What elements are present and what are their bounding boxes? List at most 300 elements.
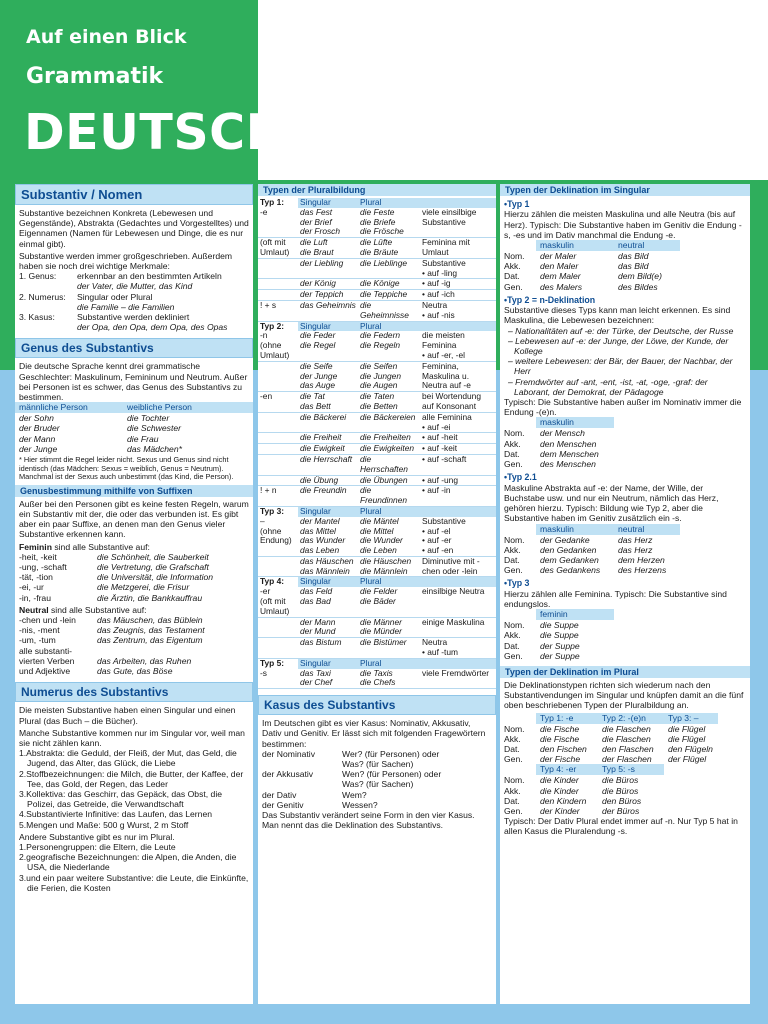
table-row	[504, 428, 746, 438]
table-cell: den Kindern	[540, 795, 587, 806]
cell-male: der Bruder	[19, 423, 60, 434]
cell-t	[258, 290, 298, 301]
table-row	[504, 251, 746, 261]
cell-p: Plural	[358, 198, 420, 208]
feature-item	[19, 271, 249, 291]
list-item: – weitere Lebewesen: der Bär, der Bauer, der Nachbar, der Herr	[508, 356, 733, 377]
list-item: 2.geografische Bezeichnungen: die Alpen, die Anden, die USA, die Niederlande	[19, 852, 237, 873]
cell-s: Singular	[298, 658, 358, 668]
section-title-substantiv: Substantiv / Nomen	[15, 184, 253, 205]
cell-s: das Feld das Bad	[298, 587, 358, 617]
plural-decl-end: Typisch: Der Dativ Plural endet immer auf -n. Nur Typ 5 hat in allen Kasus die Pluralendung -s.	[504, 816, 738, 837]
table-row	[504, 775, 746, 785]
cell-s: die Seife der Junge das Auge	[298, 361, 358, 391]
list-item: – Lebewesen auf -e: der Junge, der Löwe, der Kunde, der Kollege	[508, 335, 729, 357]
table-row	[258, 238, 496, 259]
cell-n: Neutra • auf -nis	[420, 300, 496, 321]
cell-p: die Teppiche	[358, 290, 420, 301]
cell-t: Typ 5:	[258, 658, 298, 668]
cell-s: der König	[298, 279, 358, 290]
kasus-text: Im Deutschen gibt es vier Kasus: Nominativ, Akkusativ, Dativ und Genitiv. Er lässt sich mit folgenden Fragewörtern bestimmen:	[262, 718, 486, 749]
case-question: Was? (für Sachen)	[342, 779, 414, 790]
table-row	[258, 638, 496, 659]
cell-female: das Mädchen*	[127, 443, 182, 454]
table-cell: Akk.	[504, 438, 521, 449]
table-cell: des Menschen	[540, 459, 596, 470]
table-cell: Dat.	[504, 640, 520, 651]
list-item	[19, 635, 249, 645]
typ21-table-header: maskulin neutral	[504, 524, 746, 535]
section-title-suffix: Genusbestimmung mithilfe von Suffixen	[15, 485, 253, 497]
table-row	[504, 724, 746, 734]
table-row	[258, 392, 496, 413]
cell-t: -e	[258, 208, 298, 238]
table-row	[504, 734, 746, 744]
typ3-label: • Typ 3	[504, 578, 746, 588]
cell-s: der Mann der Mund	[298, 617, 358, 638]
feature-list	[19, 271, 249, 332]
cell-t: -n (ohne Umlaut)	[258, 331, 298, 361]
table-row	[504, 282, 746, 292]
cell-p: die Geheimnisse	[358, 300, 420, 321]
typ3-table	[504, 620, 746, 661]
table-row	[504, 271, 746, 281]
plural-list	[19, 842, 249, 893]
table-row	[504, 786, 746, 796]
cell-s: die Übung	[298, 475, 358, 486]
table-row	[258, 361, 496, 391]
list-item: – Fremdwörter auf -ant, -ent, -ist, -at, -oge, -graf: der Laborant, der Demokrat, der Pädagoge	[508, 376, 708, 397]
cell-female: die Schwester	[127, 423, 181, 434]
singular-text: Manche Substantive kommen nur im Singular vor, weil man sie nicht zählen kann.	[19, 727, 245, 748]
case-question: Wem?	[342, 789, 367, 800]
example: das Arbeiten, das Ruhen	[97, 655, 192, 666]
table-cell: Dat.	[504, 743, 520, 754]
table-cell: der Mensch	[540, 428, 585, 439]
list-item	[19, 582, 249, 592]
typ2-table-header: maskulin	[504, 417, 746, 428]
case-name: der Nominativ	[262, 748, 316, 759]
table-cell: Dat.	[504, 448, 520, 459]
table-row	[504, 744, 746, 754]
cell-t: -en	[258, 392, 298, 413]
list-item: 5.Mengen und Maße: 500 g Wurst, 2 m Stoff	[19, 819, 189, 830]
table-cell: des Malers	[540, 281, 583, 292]
cell-t: -er (oft mit Umlaut)	[258, 587, 298, 617]
section-title-pluralbildung: Typen der Pluralbildung	[258, 184, 496, 196]
table-cell: Dat.	[504, 271, 520, 282]
table-cell: dem Menschen	[540, 448, 599, 459]
table-cell: der Kinder	[540, 805, 580, 816]
cell-s: Singular	[298, 321, 358, 331]
cell-p: Plural	[358, 658, 420, 668]
table-row	[258, 454, 496, 475]
cell-s: die Tat das Bett	[298, 392, 358, 413]
table-cell: den Menschen	[540, 438, 597, 449]
cell-n: viele Fremdwörter	[420, 669, 496, 689]
list-item: 3.und ein paar weitere Substantive: die Leute, die Einkünfte, die Ferien, die Kosten	[19, 872, 249, 893]
table-row	[15, 444, 253, 454]
case-name: der Dativ	[262, 789, 297, 800]
plural-table1-header: Typ 1: -e Typ 2: -(e)n Typ 3: –	[504, 713, 746, 724]
cell-p: die Herrschaften	[358, 454, 420, 475]
table-cell: das Bild	[618, 261, 649, 272]
table-cell: Dat.	[504, 554, 520, 565]
cell-female: die Frau	[127, 433, 159, 444]
feature-example: der Vater, die Mutter, das Kind	[77, 281, 193, 292]
cell-p: die Lüfte die Bräute	[358, 238, 420, 259]
example: das Mäuschen, das Büblein	[97, 615, 203, 626]
cell-p: die Feste die Briefe die Frösche	[358, 208, 420, 238]
example: das Zeugnis, das Testament	[97, 625, 205, 636]
section-title-kasus: Kasus des Substantivs	[258, 695, 496, 715]
table-cell: der Suppe	[540, 650, 580, 661]
case-question: Wen? (für Personen) oder	[342, 769, 442, 780]
header-white	[258, 0, 768, 180]
cell-p: Plural	[358, 506, 420, 516]
table-cell: der Gedanke	[540, 534, 590, 545]
plural-table1	[504, 724, 746, 765]
cell-n: Feminina, Maskulina u. Neutra auf -e	[420, 361, 496, 391]
table-row	[258, 517, 496, 557]
cell-t	[258, 412, 298, 433]
cell-t	[258, 556, 298, 577]
subject-title: Grammatik	[26, 64, 164, 89]
list-item	[19, 562, 249, 572]
list-item: 1.Abstrakta: die Geduld, der Fleiß, der Mut, das Geld, die Jugend, das Alter, das Glück, die Liebe	[19, 748, 237, 769]
cell-s: die Bäckerei	[298, 412, 358, 433]
case-question: Was? (für Sachen)	[342, 759, 414, 770]
cell-n: bei Wortendung auf Konsonant	[420, 392, 496, 413]
example: die Vertretung, die Grafschaft	[97, 562, 209, 573]
suffix: -nis, -ment	[19, 625, 60, 636]
table-cell: Akk.	[504, 785, 521, 796]
table-cell: der Flaschen	[602, 754, 652, 765]
cell-p: die Lieblinge	[358, 258, 420, 279]
column-substantiv	[15, 184, 253, 1004]
table-cell: Gen.	[504, 805, 523, 816]
table-cell: Nom.	[504, 620, 525, 631]
table-cell: des Herzens	[618, 565, 667, 576]
feature-desc	[77, 292, 174, 312]
table-cell: Dat.	[504, 795, 520, 806]
table-cell: Akk.	[504, 733, 521, 744]
cell-p: die Freiheiten	[358, 433, 420, 444]
cell-male: der Mann	[19, 433, 56, 444]
cell-t: Typ 2:	[258, 321, 298, 331]
list-item	[262, 759, 492, 769]
typ3-text: Hierzu zählen alle Feminina. Typisch: Die Substantive sind endungslos.	[504, 588, 727, 609]
typ1-label: • Typ 1	[504, 199, 746, 209]
case-name	[262, 759, 342, 769]
cell-t	[258, 454, 298, 475]
suffix: und Adjektive	[19, 666, 71, 677]
cell-p: die Übungen	[358, 475, 420, 486]
cell-p: die Taxis die Chefs	[358, 669, 420, 689]
typ1-table-header: maskulin neutral	[504, 240, 746, 251]
list-item: 3.Kollektiva: das Geschirr, das Gepäck, das Obst, die Polizei, das Getreide, die Verwandtschaft	[19, 788, 223, 810]
table-cell: den Flaschen	[602, 743, 654, 754]
table-row	[504, 754, 746, 764]
intro-text-2: Substantive werden immer großgeschrieben. Außerdem haben sie noch drei wichtige Merkmale:	[19, 250, 233, 272]
kasus-end-text: Das Substantiv verändert seine Form in den vier Kasus. Man nennt das die Deklination des Substantivs.	[262, 810, 475, 831]
table-cell: den Fischen	[540, 743, 587, 754]
typ2-list	[504, 326, 746, 397]
cell-p: die Federn die Regeln	[358, 331, 420, 361]
cell-p: die Seifen die Jungen die Augen	[358, 361, 420, 391]
cell-s: das Taxi der Chef	[298, 669, 358, 689]
cell-t: (oft mit Umlaut)	[258, 238, 298, 259]
example: die Metzgerei, die Frisur	[97, 582, 190, 593]
suffix: -heit, -keit	[19, 551, 57, 562]
table-row	[504, 620, 746, 630]
suffix: -chen und -lein	[19, 615, 76, 626]
cell-p: die Könige	[358, 279, 420, 290]
cell-s: die Herrschaft	[298, 454, 358, 475]
suffix: -in, -frau	[19, 592, 51, 603]
plural-table	[258, 198, 496, 689]
table-cell: des Bildes	[618, 281, 658, 292]
suffix: -um, -tum	[19, 635, 56, 646]
case-name: der Akkusativ	[262, 769, 314, 780]
suffix-text: Außer bei den Personen gibt es keine festen Regeln, warum ein Substantiv mit der, die oder das verbunden ist. Es gibt aber ein paar Suffixe, an denen man den Genus vieler Substantive erkennen kann.	[19, 498, 249, 540]
series-title: Auf einen Blick	[26, 26, 187, 48]
cell-n: Feminina mit Umlaut	[420, 238, 496, 259]
cell-p: die Freundinnen	[358, 486, 420, 507]
table-cell: die Fische	[540, 723, 580, 734]
section-title-numerus: Numerus des Substantivs	[15, 682, 253, 702]
cell-s: das Geheimnis	[298, 300, 358, 321]
typ3-table-header: feminin	[504, 609, 746, 620]
table-cell: das Herz	[618, 544, 653, 555]
cell-t	[258, 433, 298, 444]
table-row	[504, 439, 746, 449]
feminin-heading: Feminin sind alle Substantive auf:	[19, 541, 150, 552]
table-cell: dem Bild(e)	[618, 271, 662, 282]
table-cell: Akk.	[504, 544, 521, 555]
table-row	[258, 290, 496, 301]
table-cell: die Flügel	[668, 723, 706, 734]
list-item	[262, 769, 492, 779]
table-row	[258, 279, 496, 290]
feminin-suffix-list	[19, 552, 249, 603]
table-cell: dem Gedanken	[540, 554, 599, 565]
table-cell: der Suppe	[540, 640, 580, 651]
table-row	[258, 300, 496, 321]
table-cell: Gen.	[504, 281, 523, 292]
cell-p: die Bistümer	[358, 638, 420, 659]
table-cell: die Büros	[602, 785, 639, 796]
table-cell: dem Maler	[540, 271, 581, 282]
table-row	[504, 535, 746, 545]
list-item	[262, 749, 492, 759]
cell-p: die Felder die Bäder	[358, 587, 420, 617]
cell-s: der Mantel das Mittel das Wunder das Leben	[298, 517, 358, 557]
example: die Ärztin, die Bankkauffrau	[97, 592, 203, 603]
table-cell: die Fische	[540, 733, 580, 744]
feature-label: 2. Numerus:	[19, 291, 66, 302]
table-row	[258, 475, 496, 486]
feature-item	[19, 292, 249, 312]
feature-desc	[77, 271, 222, 291]
table-cell: die Flaschen	[602, 733, 651, 744]
numerus-text: Die meisten Substantive haben einen Singular und einen Plural (das Buch – die Bücher).	[19, 705, 236, 726]
cell-p: Plural	[358, 321, 420, 331]
table-cell: der Fische	[540, 754, 581, 765]
cell-s: die Freundin	[298, 486, 358, 507]
feature-text: Substantive werden dekliniert	[77, 312, 190, 323]
suffix: -ung, -schaft	[19, 562, 67, 573]
plural-decl-text: Die Deklinationstypen richten sich wiederum nach den Substantivendungen im Singular und knüpfen damit an die fünf oben beschriebenen Typen der Pluralbildung an.	[504, 679, 744, 711]
table-cell: des Gedankens	[540, 565, 601, 576]
table-cell: den Maler	[540, 261, 579, 272]
cell-p: die Ewigkeiten	[358, 444, 420, 455]
suffix: -tät, -tion	[19, 572, 53, 583]
list-item	[19, 552, 249, 562]
cell-s: Singular	[298, 577, 358, 587]
cell-female: die Tochter	[127, 413, 170, 424]
neutral-suffix-list	[19, 615, 249, 676]
table-cell: den Gedanken	[540, 544, 597, 555]
table-row	[258, 556, 496, 577]
cell-s: das Fest der Brief der Frosch	[298, 208, 358, 238]
case-question: Wessen?	[342, 799, 378, 810]
cell-n: alle Feminina • auf -ei	[420, 412, 496, 433]
cell-n: • auf -heit	[420, 433, 496, 444]
table-cell: die Flaschen	[602, 723, 651, 734]
table-row	[258, 617, 496, 638]
language-title: DEUTSCH	[24, 104, 288, 161]
cell-s: die Freiheit	[298, 433, 358, 444]
table-cell: Akk.	[504, 261, 521, 272]
table-row	[258, 486, 496, 507]
person-table-header: männliche Person weibliche Person	[15, 402, 253, 413]
case-question: Wer? (für Personen) oder	[342, 748, 440, 759]
cell-t: Typ 4:	[258, 577, 298, 587]
list-item	[19, 625, 249, 635]
cell-p: Plural	[358, 577, 420, 587]
cell-t: – (ohne Endung)	[258, 517, 298, 557]
table-row	[504, 630, 746, 640]
cell-n: • auf -ung	[420, 475, 496, 486]
cell-p: die Häuschen die Männlein	[358, 556, 420, 577]
cell-s: die Feder die Regel	[298, 331, 358, 361]
table-row	[504, 555, 746, 565]
cell-n: Neutra • auf -tum	[420, 638, 496, 659]
table-row	[15, 423, 253, 433]
cell-n: Substantive • auf -el • auf -er • auf -en	[420, 517, 496, 557]
feature-desc	[77, 312, 227, 332]
table-cell: Nom.	[504, 428, 525, 439]
example: die Universität, die Information	[97, 572, 214, 583]
feature-example: der Opa, den Opa, dem Opa, des Opas	[77, 322, 228, 333]
table-cell: die Suppe	[540, 630, 579, 641]
table-cell: Nom.	[504, 723, 525, 734]
table-row	[504, 459, 746, 469]
list-item: – Nationalitäten auf -e: der Türke, der Deutsche, der Russe	[508, 325, 734, 336]
case-name	[262, 779, 342, 789]
table-row	[504, 545, 746, 555]
cell-t: ! + n	[258, 486, 298, 507]
cell-n: Substantive • auf -ling	[420, 258, 496, 279]
cell-n: einsilbige Neutra	[420, 587, 496, 617]
cell-p: die Mäntel die Mittel die Wunder die Leben	[358, 517, 420, 557]
column-plural	[258, 184, 496, 1004]
cell-s: das Häuschen das Männlein	[298, 556, 358, 577]
typ2-table	[504, 428, 746, 469]
list-item: 2.Stoffbezeichnungen: die Milch, die Butter, der Kaffee, der Tee, das Gold, der Regen, das Leder	[19, 768, 244, 789]
table-cell: Gen.	[504, 650, 523, 661]
cell-t	[258, 279, 298, 290]
typ2-text: Substantive dieses Typs kann man leicht erkennen. Es sind Maskulina, die Lebewesen bezeichnen:	[504, 305, 731, 326]
table-cell: die Büros	[602, 775, 639, 786]
cell-t	[258, 638, 298, 659]
table-row	[504, 261, 746, 271]
cell-t: ! + s	[258, 300, 298, 321]
section-title-genus: Genus des Substantivs	[15, 338, 253, 358]
feature-example: die Familie – die Familien	[77, 301, 175, 312]
table-row	[15, 413, 253, 423]
cell-t	[258, 258, 298, 279]
table-cell: der Flügel	[668, 754, 707, 765]
neutral-heading: Neutral sind alle Substantive auf:	[19, 604, 147, 615]
table-cell: Nom.	[504, 775, 525, 786]
table-cell: die Flügel	[668, 733, 706, 744]
typ21-label: • Typ 2.1	[504, 472, 746, 482]
table-cell: die Suppe	[540, 620, 579, 631]
list-item	[19, 572, 249, 582]
typ1-text: Hierzu zählen die meisten Maskulina und alle Neutra (bis auf Herz). Typisch: Die Substantive haben im Genitiv die Endung -s, -es und im Dativ manchmal die Endung -e.	[504, 209, 742, 240]
plural-table2-header: Typ 4: -er Typ 5: -s	[504, 764, 746, 775]
cell-s: die Luft die Braut	[298, 238, 358, 259]
table-cell: Gen.	[504, 459, 523, 470]
table-cell: den Flügeln	[668, 743, 713, 754]
typ2-label: • Typ 2 = n-Deklination	[504, 295, 746, 305]
cell-s: die Ewigkeit	[298, 444, 358, 455]
table-cell: die Kinder	[540, 785, 579, 796]
table-row	[258, 433, 496, 444]
example: das Zentrum, das Eigentum	[97, 635, 203, 646]
title-block	[0, 0, 288, 180]
table-cell: den Büros	[602, 795, 642, 806]
cell-t	[258, 361, 298, 391]
section-title-deklination-singular: Typen der Deklination im Singular	[500, 184, 750, 196]
cell-n: die meisten Feminina • auf -er, -el	[420, 331, 496, 361]
table-cell: das Herz	[618, 534, 653, 545]
column-deklination	[500, 184, 750, 1004]
intro-text: Substantive bezeichnen Konkreta (Lebewesen und Gegenstände), Abstrakta (Gedachtes und Vorgestelltes) und Eigennamen (Namen für Lebewesen und Dinge, die es nur einmal gibt).	[19, 208, 249, 249]
cell-s: Singular	[298, 198, 358, 208]
example: das Gute, das Böse	[97, 666, 173, 677]
list-item: 4.Substantivierte Infinitive: das Laufen, das Lernen	[19, 809, 213, 820]
feature-item	[19, 312, 249, 332]
cell-n: • auf -keit	[420, 444, 496, 455]
cell-s: Singular	[298, 506, 358, 516]
table-cell: dem Herzen	[618, 554, 665, 565]
cell-t: Typ 1:	[258, 198, 298, 208]
cell-n: Diminutive mit -chen oder -lein	[420, 556, 496, 577]
table-row	[504, 641, 746, 651]
feature-text: Singular oder Plural	[77, 291, 153, 302]
table-row	[504, 449, 746, 459]
cell-male: der Sohn	[19, 413, 54, 424]
table-row	[258, 412, 496, 433]
table-row	[258, 331, 496, 361]
table-cell: Nom.	[504, 251, 525, 262]
cell-t: -s	[258, 669, 298, 689]
case-name: der Genitiv	[262, 799, 304, 810]
cell-t: Typ 3:	[258, 506, 298, 516]
